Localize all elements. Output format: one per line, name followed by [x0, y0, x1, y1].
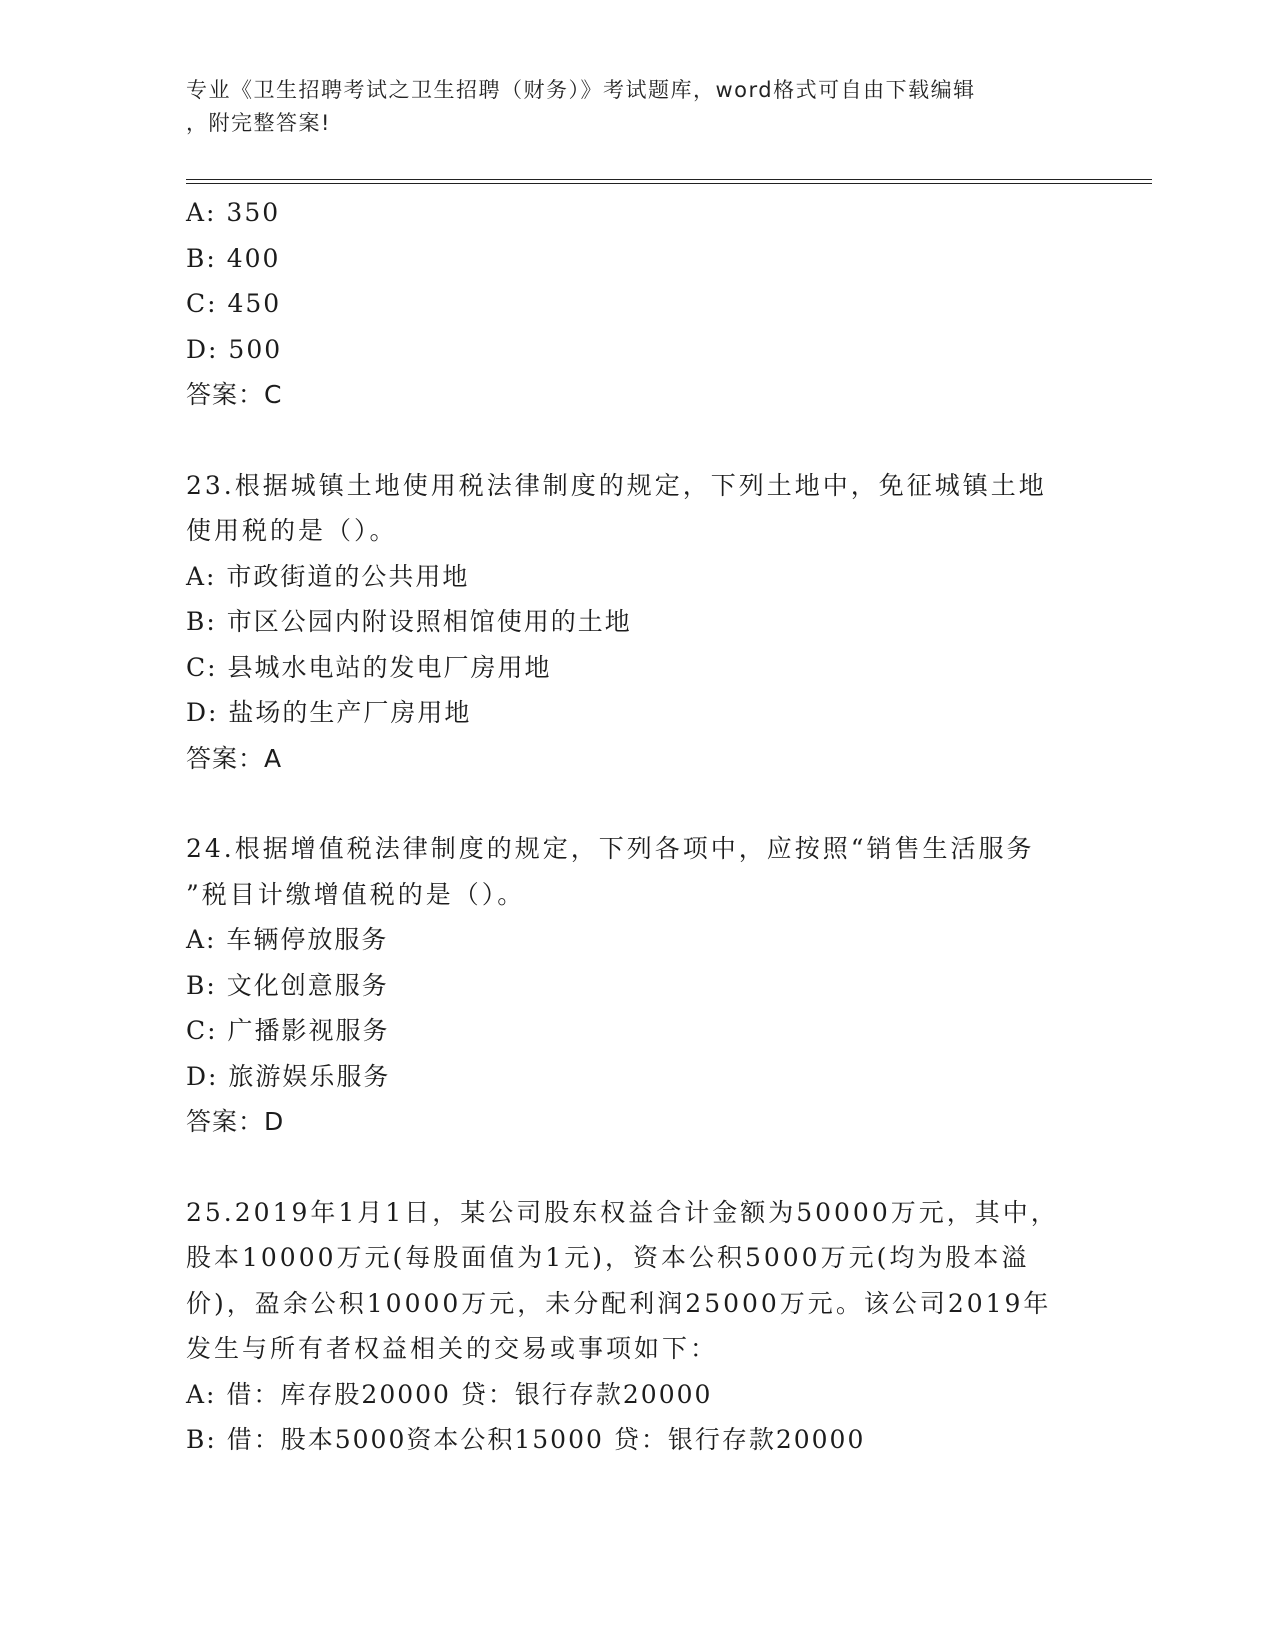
- header-divider-top: [186, 179, 1152, 180]
- stem-line: 发生与所有者权益相关的交易或事项如下：: [186, 1334, 719, 1363]
- header-divider-bottom: [186, 183, 1152, 184]
- header-line-1: 专业《卫生招聘考试之卫生招聘（财务）》考试题库，word格式可自由下载编辑: [186, 78, 976, 102]
- question-23: [186, 463, 1086, 782]
- question-stem: [186, 463, 1086, 554]
- option-d: D: 盐场的生产厂房用地: [186, 698, 472, 727]
- option-c: C: 450: [186, 289, 282, 318]
- answer: 答案：A: [186, 743, 283, 773]
- option-a: A: 车辆停放服务: [186, 925, 389, 954]
- stem-line: 使用税的是（）。: [186, 516, 398, 545]
- spacer: [186, 1145, 1086, 1190]
- option-a: A: 350: [186, 198, 281, 227]
- header-line-2: ，附完整答案!: [186, 111, 331, 135]
- stem-line: ”税目计缴增值税的是（）。: [186, 879, 526, 909]
- option-b: B: 市区公园内附设照相馆使用的土地: [186, 607, 632, 636]
- page-header: [186, 74, 1066, 140]
- question-22: [186, 190, 1086, 418]
- option-b: B: 文化创意服务: [186, 970, 389, 1000]
- stem-line: 25.2019年1月1日，某公司股东权益合计金额为50000万元，其中，: [186, 1197, 1059, 1227]
- question-stem: [186, 826, 1086, 917]
- option-c: C: 广播影视服务: [186, 1016, 390, 1045]
- option-a: A: 市政街道的公共用地: [186, 561, 470, 591]
- option-d: D: 500: [186, 334, 283, 364]
- question-24: [186, 826, 1086, 1145]
- answer: 答案：C: [186, 380, 283, 409]
- option-a: A: 借：库存股20000 贷：银行存款20000: [186, 1379, 713, 1409]
- question-25: [186, 1190, 1086, 1463]
- question-list: [186, 190, 1086, 1463]
- stem-line: 股本10000万元(每股面值为1元)，资本公积5000万元(均为股本溢: [186, 1243, 1030, 1272]
- option-b: B: 借：股本5000资本公积15000 贷：银行存款20000: [186, 1425, 866, 1454]
- stem-line: 24.根据增值税法律制度的规定，下列各项中，应按照“销售生活服务: [186, 834, 1035, 863]
- stem-line: 价)，盈余公积10000万元，未分配利润25000万元。该公司2019年: [186, 1288, 1052, 1318]
- option-d: D: 旅游娱乐服务: [186, 1061, 391, 1091]
- spacer: [186, 418, 1086, 463]
- option-b: B: 400: [186, 243, 281, 273]
- option-c: C: 县城水电站的发电厂房用地: [186, 652, 552, 682]
- question-stem: [186, 1190, 1086, 1372]
- stem-line: 23.根据城镇土地使用税法律制度的规定，下列土地中，免征城镇土地: [186, 470, 1047, 500]
- answer: 答案：D: [186, 1107, 285, 1136]
- spacer: [186, 781, 1086, 826]
